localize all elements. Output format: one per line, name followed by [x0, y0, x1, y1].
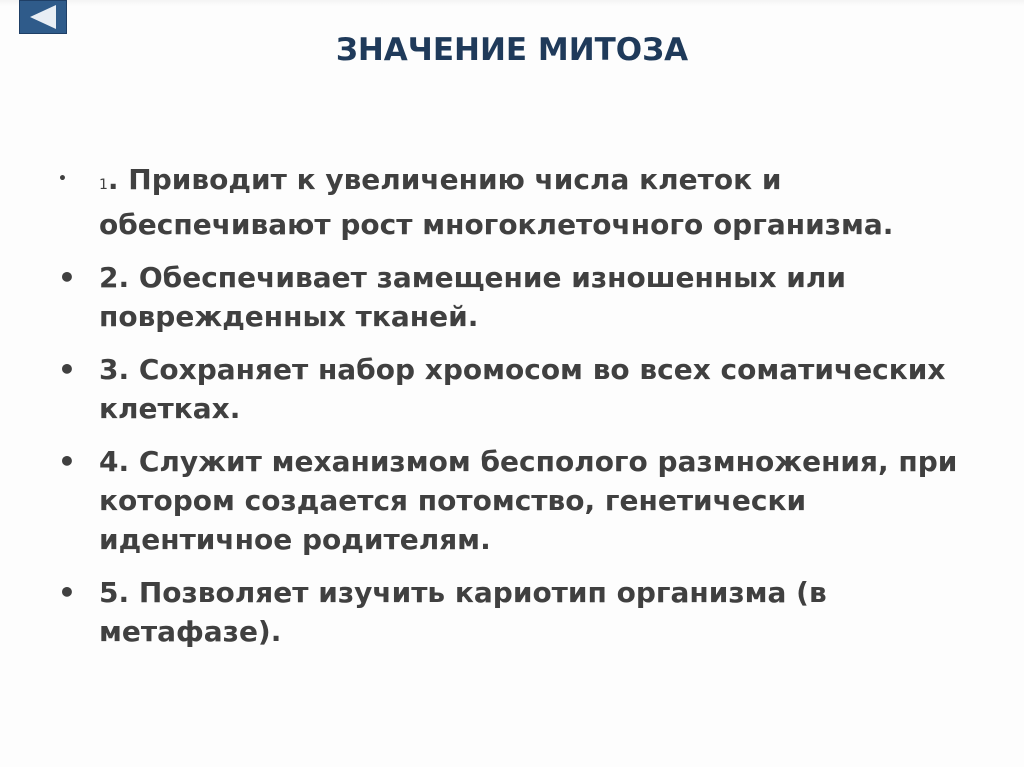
list-item: [58, 350, 978, 428]
bullet-dot: •: [58, 261, 76, 294]
bullet-dot: •: [58, 353, 76, 386]
list-item: [58, 160, 978, 244]
item-text: 5. Позволяет изучить кариотип организма (в метафазе).: [99, 576, 827, 648]
bullet-dot: •: [58, 171, 67, 187]
item-text: 3. Сохраняет набор хромосом во всех соматических клетках.: [99, 353, 946, 425]
bullet-list: [58, 160, 978, 665]
item-text: 2. Обеспечивает замещение изношенных или поврежденных тканей.: [99, 261, 847, 333]
slide-title: ЗНАЧЕНИЕ МИТОЗА: [335, 32, 689, 68]
back-button[interactable]: [19, 0, 67, 34]
triangle-left-icon: [20, 1, 66, 33]
item-text: 4. Служит механизмом бесполого размножения, при котором создается потомство, генетически идентичное родителям.: [99, 445, 958, 556]
bullet-dot: •: [58, 576, 76, 609]
list-item: [58, 258, 978, 336]
list-item: [58, 442, 978, 559]
bullet-dot: •: [58, 445, 76, 478]
slide-top-edge: [0, 0, 1024, 6]
item-text: . Приводит к увеличению числа клеток и обеспечивают рост многоклеточного организма.: [99, 163, 894, 241]
list-item: [58, 573, 978, 651]
item-number: 1: [99, 177, 108, 193]
